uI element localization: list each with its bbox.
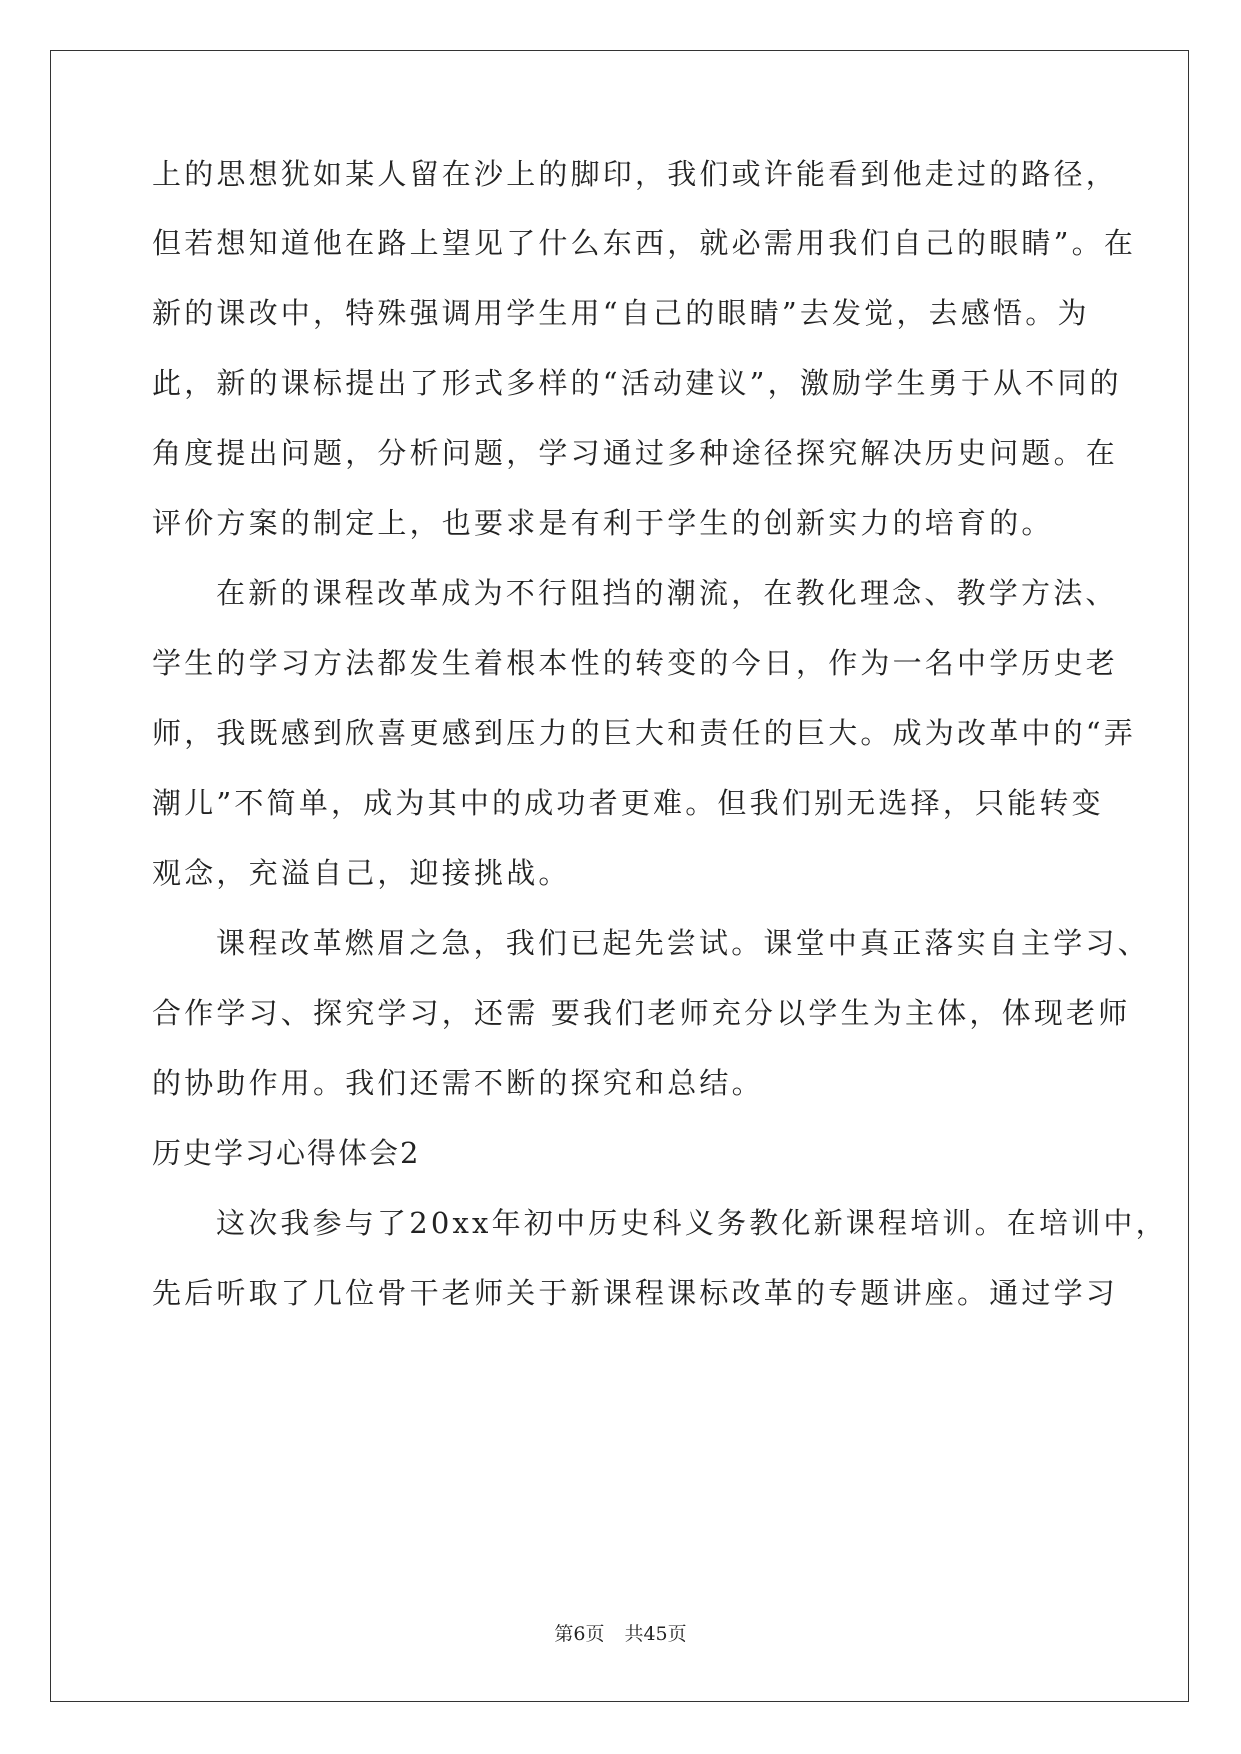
text-line-8: 学生的学习方法都发生着根本性的转变的今日，作为一名中学历史老 (152, 646, 1119, 680)
section-heading: 历史学习心得体会2 (152, 1136, 421, 1170)
text-line-11: 观念，充溢自己，迎接挑战。 (152, 856, 571, 890)
text-line-14: 的协助作用。我们还需不断的探究和总结。 (152, 1066, 764, 1100)
text-line-13: 合作学习、探究学习，还需 要我们老师充分以学生为主体，体现老师 (152, 996, 1131, 1030)
text-line-3: 新的课改中，特殊强调用学生用“自己的眼睛”去发觉，去感悟。为 (152, 296, 1090, 330)
text-line-5: 角度提出问题，分析问题，学习通过多种途径探究解决历史问题。在 (152, 436, 1119, 470)
page-total: 共45页 (624, 1623, 687, 1645)
text-line-1: 上的思想犹如某人留在沙上的脚印，我们或许能看到他走过的路径， (152, 157, 1119, 191)
text-line-2: 但若想知道他在路上望见了什么东西，就必需用我们自己的眼睛”。在 (152, 226, 1137, 260)
text-line-7: 在新的课程改革成为不行阻挡的潮流，在教化理念、教学方法、 (216, 576, 1118, 610)
text-line-10: 潮儿”不简单，成为其中的成功者更难。但我们别无选择，只能转变 (152, 786, 1104, 820)
text-line-12: 课程改革燃眉之急，我们已起先尝试。课堂中真正落实自主学习、 (216, 926, 1150, 960)
page-number: 第6页 (554, 1623, 605, 1645)
text-line-6: 评价方案的制定上，也要求是有利于学生的创新实力的培育的。 (152, 506, 1054, 540)
text-line-16: 这次我参与了20xx年初中历史科义务教化新课程培训。在培训中， (216, 1206, 1168, 1240)
text-line-9: 师，我既感到欣喜更感到压力的巨大和责任的巨大。成为改革中的“弄 (152, 716, 1137, 750)
page-footer (0, 1622, 1241, 1646)
text-line-17: 先后听取了几位骨干老师关于新课程课标改革的专题讲座。通过学习 (152, 1276, 1119, 1310)
text-line-4: 此，新的课标提出了形式多样的“活动建议”，激励学生勇于从不同的 (152, 366, 1122, 400)
